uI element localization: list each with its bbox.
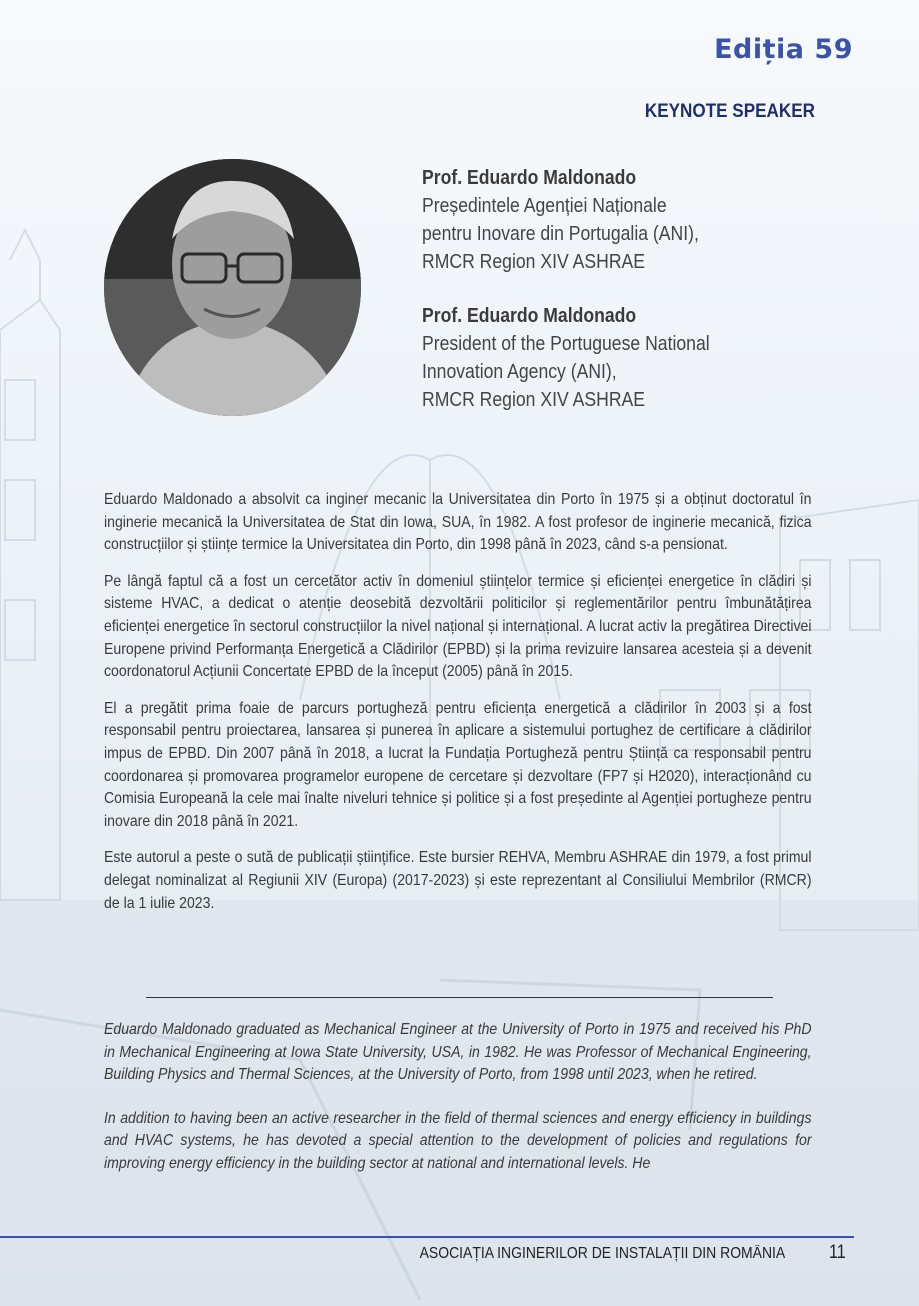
footer-organization: ASOCIAȚIA INGINERILOR DE INSTALAȚII DIN ROMÂNIA (419, 1245, 785, 1262)
speaker-title-ro-line3: RMCR Region XIV ASHRAE (422, 251, 646, 273)
speaker-name-ro: Prof. Eduardo Maldonado (422, 167, 637, 189)
bio-en-paragraph: Eduardo Maldonado graduated as Mechanical Engineer at the University of Porto in 1975 and received his PhD in Mechanical Engineering at Iowa State University, USA, in 1982. He was Professor of Mechanical Engineering, Building Physics and Thermal Sciences, at the University of Porto, from 1998 until 2023, when he retired. (104, 1021, 812, 1084)
speaker-info-en (422, 302, 809, 414)
speaker-info-ro (422, 164, 809, 276)
speaker-title-en-line2: Innovation Agency (ANI), (422, 361, 617, 383)
speaker-title-ro-line2: pentru Inovare din Portugalia (ANI), (422, 223, 699, 245)
bio-ro-paragraph: Este autorul a peste o sută de publicații științifice. Este bursier REHVA, Membru ASHRAE din 1979, a fost primul delegat nominalizat al Regiunii XIV (Europa) (2017-2023) și este reprezentant al Consiliului Membrilor (RMCR) de la 1 iulie 2023. (104, 849, 812, 912)
bio-ro-paragraph: El a pregătit prima foaie de parcurs portugheză pentru eficiența energetică a clădirilor în 2003 și a fost responsabil pentru proiectarea, lansarea și punerea în aplicare a sistemului portughez de certificare a clădirilor impus de EPBD. Din 2007 până în 2018, a lucrat la Fundația Portugheză pentru Știință ca responsabil pentru coordonarea și promovarea programelor europene de cercetare și dezvoltare (FP7 și H2020), interacționând cu Comisia Europeană la cele mai înalte niveluri tehnice și politice și a fost președinte al Agenției portugheze pentru inovare din 2018 până în 2021. (104, 699, 812, 830)
section-label: KEYNOTE SPEAKER (644, 101, 815, 122)
bio-ro-paragraph: Eduardo Maldonado a absolvit ca inginer mecanic la Universitatea din Porto în 1975 și a obținut doctoratul în inginerie mecanică la Universitatea de Stat din Iowa, SUA, în 1982. A fost profesor de inginerie mecanică, fizica construcțiilor și științe termice la Universitatea din Porto, din 1998 până în 2023, când s-a pensionat. (104, 491, 812, 554)
biography-english (104, 1019, 812, 1197)
portrait-image (104, 159, 361, 416)
bio-ro-paragraph: Pe lângă faptul că a fost un cercetător activ în domeniul științelor termice și eficienței energetice în clădiri și sisteme HVAC, a dedicat o atenție deosebită dezvoltării politicilor și reglementărilor pentru îmbunătățirea eficienței energetice în sectorul construcțiilor la nivel național și internațional. A lucrat activ la pregătirea Directivei Europene privind Performanța Energetică a Clădirilor (EPBD) și la prima revizuire lansarea acesteia și a devenit coordonatorul Acțiunii Concertate EPBD de la început (2005) până în 2015. (104, 572, 812, 681)
bio-en-paragraph: In addition to having been an active researcher in the field of thermal sciences and energy efficiency in buildings and HVAC systems, he has devoted a special attention to the development of policies and regulations for improving energy efficiency in the building sector at national and international levels. He (104, 1109, 812, 1172)
footer-rule (0, 1236, 854, 1238)
speaker-title-en-line1: President of the Portuguese National (422, 333, 710, 355)
edition-title: Ediția 59 (714, 34, 853, 65)
speaker-title-ro-line1: Președintele Agenției Naționale (422, 195, 667, 217)
speaker-name-en: Prof. Eduardo Maldonado (422, 305, 637, 327)
speaker-title-en-line3: RMCR Region XIV ASHRAE (422, 389, 646, 411)
page-number: 11 (829, 1242, 846, 1263)
biography-romanian (104, 489, 812, 929)
speaker-photo (104, 159, 361, 416)
section-divider (146, 997, 773, 998)
